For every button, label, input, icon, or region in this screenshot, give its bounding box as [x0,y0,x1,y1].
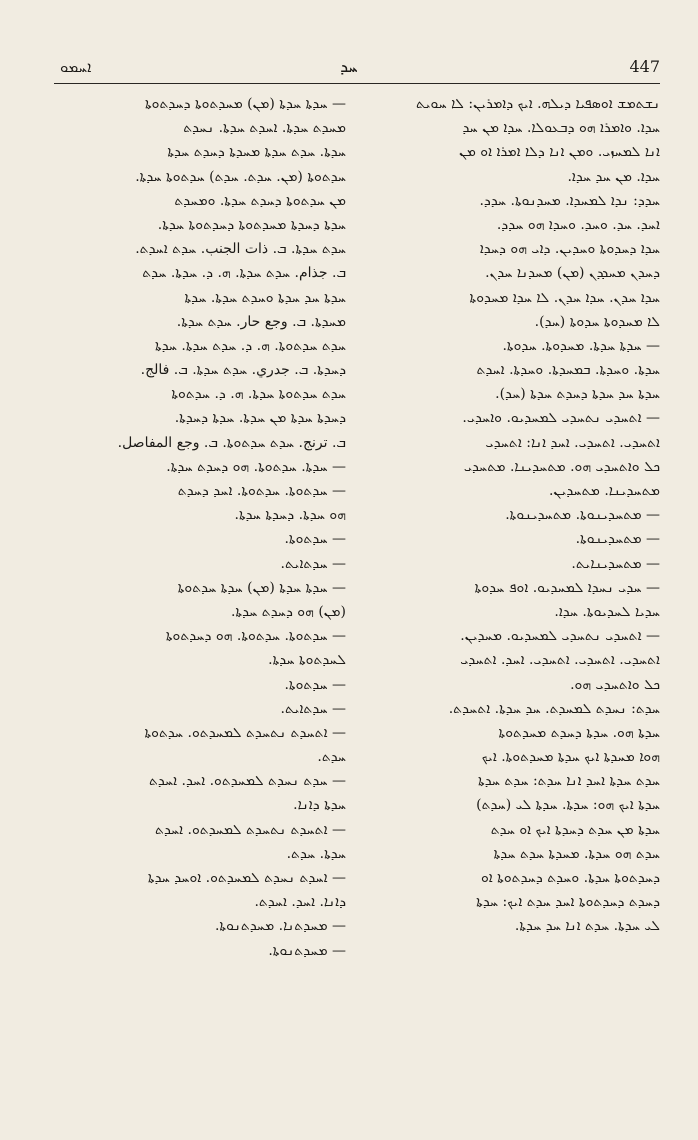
text-line: — ܐܬܚܕܝ ܢܬܚܕܝ ܠܡܚܕܝܘ. ܡܚܕܝܢ. [460,628,660,645]
text-line: ܡܚܕܬܐ. ܒ. وجع حار. ܚܕܬ ܚܕܬܐ. [176,313,346,330]
text-line: — ܡܬܚܕܝܢܘܬܐ. [575,531,660,548]
text-line: ܚܕܐ. ܡܢ ܚܕ ܚܕܐ. [567,168,660,185]
text-line: ܚܕܬܐ ܚܕ ܚܕܬܐ ܘܚܕܬ ܚܕܬܐ. ܚܕܬܐ [184,289,346,306]
page-number: 447 [629,57,660,76]
text-line: ܚܕܬ ܚܕܬܐ. ܒ. ذات الجنب. ܚܕܬ ܐܚܕܬ. [135,241,346,258]
text-line: — ܐܬܚܕܝ ܢܬܚܕܝ ܠܡܚܕܝܘ. ܘܐܚܕܝ. [462,410,660,427]
text-line: ܚܕܬܐ ܕܐܢܐ. [293,797,346,814]
text-line: ܚܕܝܐ ܠܚܕܝܘܬܐ. ܚܕܐ. [554,603,660,620]
text-line: ܗܘܐ ܡܚܕܬܐ ܐܝܟ ܚܕܬܐ ܡܚܕܬܘܬܐ. ܐܝܟ [481,749,660,766]
text-line: ܗܘ ܚܕܬܐ. ܕܚܕܬܐ ܚܕܬܐ. [234,507,346,524]
text-line: — ܡܚܕܬܢܐ. ܡܚܕܬܢܘܬܐ. [214,918,346,935]
text-line: ܚܕܬܐ ܡܢ ܚܕܬ ܕܚܕܬܐ ܐܝܟ ܐܘ ܚܕܬ [490,821,660,838]
text-line: ܚܕܕ: ܢܕܐ ܠܡܚܕܐ. ܡܚܕܢܘܬܐ. ܚܕܕ. [479,192,660,209]
text-line: ܐܬܚܕܝ. ܐܬܚܕܝ. ܐܬܚܕܝ. ܐܚܕ. ܐܬܚܕܝ [460,652,660,669]
text-line: ܚܕܬ ܚܕܬܘܬܐ ܚܕܬܐ. ܗ. ܕ. ܚܕܬܘܬܐ [171,386,346,403]
text-line: ܡܬܚܕܝܢܐ. ܡܬܚܕܝܢ. [548,483,660,499]
text-line: — ܚܕܬܘܬܐ. ܚܕܬܘܬܐ. ܗܘ ܕܚܕܬܘܬܐ [165,628,346,645]
text-line: ܚܕܐ ܚܕܢ. ܚܕܐ ܚܕܢ. ܠܐ ܚܕܐ ܡܚܕܘܬܐ [469,289,660,306]
text-line: ܚܕܬ: ܢܚܕܬ ܠܡܚܕܬ. ܚܕ ܚܕܬܐ. ܐܬܚܕܬ. [448,700,660,717]
text-line: — ܡܬܚܕܝܢܐܝܬ. [571,555,660,572]
text-line: ܚܕܐ. ܘܐܡܪܐ ܗܘ ܕܒܥܘܠܐ. ܚܕܐ ܡܢ ܚܕ [462,120,660,137]
text-line: — ܐܬܚܕܬ ܢܬܚܕܬ ܠܡܚܕܬܘ. ܐܚܕܬ [155,821,346,838]
text-line: — ܚܕܬܐ ܚܕܬܐ. ܡܚܕܘܬܐ. ܚܕܘܬܐ. [502,337,660,354]
text-line: — ܚܕܬ ܢܚܕܬ ܠܡܚܕܬܘ. ܐܚܕ. ܐܚܕܬ [149,773,346,790]
text-line: ܟܠ ܘܐܬܚܕܝ ܗܘ. ܡܬܚܕܝܢܐ. ܡܬܚܕܝ [463,458,660,475]
text-line: ܕܚܕܬܐ. ܒ. جدري. ܚܕܬ ܚܕܬܐ. ܒ. فالج. [140,362,346,379]
text-line: ܚܕܬ ܚܕܬܐ ܐܚܕ ܐܢܐ ܚܕܬ: ܚܕܬ ܚܕܬܐ [478,773,660,790]
text-line: — ܡܚܕܬܢܘܬܐ. [268,942,346,959]
text-line: ܡܢ ܚܕܬܘܬܐ ܕܚܕܬ ܚܕܬܐ. ܘܡܚܕܬ [174,192,346,209]
text-line: ܚܕܬܐ ܐܝܟ ܗܘ: ܚܕܬܐ. ܚܕܬܐ ܠܝ (ܚܕܬ) [476,797,660,814]
text-line: — ܡܬܚܕܝܢܘܬܐ. ܡܬܚܕܝܢܘܬܐ. [505,507,660,524]
text-line: ܕܚܕܬ ܕܚܕܬܘܬܐ ܐܚܕ ܚܕܬ ܐܝܟ: ܚܕܬܐ [476,894,660,911]
text-line: ܚܕܬܐ ܗܘ. ܚܕܬܐ ܕܚܕܬ ܡܚܕܬܘܬܐ [498,724,660,741]
text-line: ܚܕܬ ܚܕܬܘܬܐ. ܗ. ܕ. ܚܕܬ ܚܕܬܐ. ܚܕܬܐ [155,337,346,354]
left-column [58,92,346,963]
text-line: ܡܚܕܬ ܚܕܬܐ. ܐܚܕܬ ܚܕܬܐ. ܢܚܕܬ [183,120,346,137]
text-line: — ܚܕܬܘܬܐ. ܚܕܬܘܬܐ. ܐܚܕ ܕܚܕܬ [177,483,346,499]
text-line: ܚܕܬ ܗܘ ܚܕܬܐ. ܡܚܕܬܐ ܚܕܬ ܚܕܬܐ [493,845,660,862]
header-guide-word: ܐܚܡܘ [60,58,92,76]
text-line: — ܚܕܬܐ ܚܕܬܐ (ܡܢ) ܚܕܬܐ ܚܕܬܘܬܐ [177,579,346,596]
text-line: — ܚܕܬܐ ܚܕܬܐ (ܡܢ) ܡܚܕܬܘܬܐ ܕܚܕܬܘܬܐ [144,96,346,112]
text-line: ܟܠ ܘܐܬܚܕܝ ܗܘ. [570,676,660,693]
text-line: — ܐܚܕܬ ܢܚܕܬ ܠܡܚܕܬܘ. ܐܘܚܕ ܚܕܬܐ [147,870,346,886]
right-column [362,92,660,939]
text-line: ܕܚܕܬܘܬܐ ܚܕܬܐ. ܘܚܕܬ ܕܚܕܬܘܬܐ ܐܘ [480,870,660,886]
text-line: ܢܫܬܡܫ ܐܘܣܦܝܐ ܕܝܠܗ. ܐܝܟ ܕܐܡܪܝܢ: ܠܐ ܚܘܝܬ [416,96,660,112]
text-line: ܚܕܬܐ. ܚܕܬ. [286,845,346,862]
text-line: ܚܕܬ. [317,749,346,766]
text-line: — ܚܕܬܐܝܬ. [280,700,346,717]
text-line: ܚܕܬܐ. ܘܚܕܬܐ. ܒܡܚܕܬܐ. ܘܚܕܬܐ. ܐܚܕܬ [476,362,660,379]
text-line: ܒ. ترنج. ܚܕܬ ܚܕܬܘܬܐ. ܒ. وجع المفاصل. [117,434,346,451]
text-line: (ܡܢ) ܗܘ ܕܚܕܬ ܚܕܬܐ. [230,603,346,620]
text-line: ܠܐ ܡܚܕܘܬܐ ܚܕܘܬܐ (ܚܕ). [534,313,660,330]
text-line: ܕܚܕܢ ܡܚܕܕܢ (ܡܢ) ܡܚܕܢܐ ܚܕܢ. [485,265,660,282]
text-line: — ܐܬܚܕܬ ܢܬܚܕܬ ܠܡܚܕܬܘ. ܚܕܬܘܬܐ [144,724,346,741]
page-header [0,52,698,82]
text-line: ܐܚܕ. ܚܕ. ܘܚܕ. ܘܚܕܐ ܗܘ ܚܕܕ. [496,216,660,233]
text-line: — ܚܕܝ ܢܚܕܐ ܠܡܚܕܝܘ. ܐܘܦ ܚܕܘܬܐ [474,579,660,596]
text-line: ܐܢܐ ܠܡܚܙܝ. ܘܡܢ ܐܢܐ ܕܠܐ ܐܡܪܐ ܐܘ ܡܢ [459,144,660,161]
text-line: ܐܬܚܕܝ. ܐܬܚܕܝ. ܐܚܕ ܐܢܐ: ܐܬܚܕܝ [485,434,660,451]
text-line: ܚܕܬܐ ܚܕ ܚܕܬܐ ܕܚܕܬ ܚܕܬܐ (ܚܕ). [495,386,660,403]
text-line: ܚܕܬܐ. ܚܕܬ ܚܕܬܐ ܡܚܕܬܐ ܕܚܕܬ ܚܕܬܐ [167,144,346,161]
text-line: — ܚܕܬܐ. ܚܕܬܘܬܐ. ܗܘ ܕܚܕܬ ܚܕܬܐ. [166,458,346,475]
text-line: ܕܚܕܬܐ ܚܕܬܐ ܡܢ ܚܕܬܐ. ܚܕܬܐ ܕܚܕܬܐ. [174,410,346,427]
text-line: — ܚܕܬܘܬܐ. [284,676,346,693]
text-line: ܚܕܬܘܬܐ (ܡܢ. ܚܕܬ. ܚܕܬ) ܚܕܬܘܬܐ ܚܕܬܐ. [135,168,346,185]
text-line: — ܚܕܬܘܬܐ. [284,531,346,548]
text-line: ܒ. جذام. ܚܕܬ ܚܕܬܐ. ܗ. ܕ. ܚܕܬܐ. ܚܕܬ [142,265,346,282]
header-rule [54,83,660,84]
header-title: ܚܕ [340,57,358,76]
text-line: ܚܕܬܐ ܕܚܕܬܐ ܡܚܕܬܘܬܐ ܕܚܕܬܘܬܐ ܚܕܬܐ. [157,216,346,233]
text-line: ܕܐܢܐ. ܐܚܕ. ܐܚܕܬ. [254,894,346,911]
text-line: ܠܚܕܬܘܬܐ ܚܕܬܐ. [268,652,346,669]
text-line: ܠܝ ܚܕܬܐ. ܚܕܬ ܐܢܐ ܚܕ ܚܕܬܐ. [514,918,660,935]
text-line: ܚܕܐ ܕܚܕܘܬܐ ܘܚܕܝܢ. ܕܐܝ ܗܘ ܕܚܕܐ [479,241,660,258]
text-line: — ܚܕܬܐܝܬ. [280,555,346,572]
